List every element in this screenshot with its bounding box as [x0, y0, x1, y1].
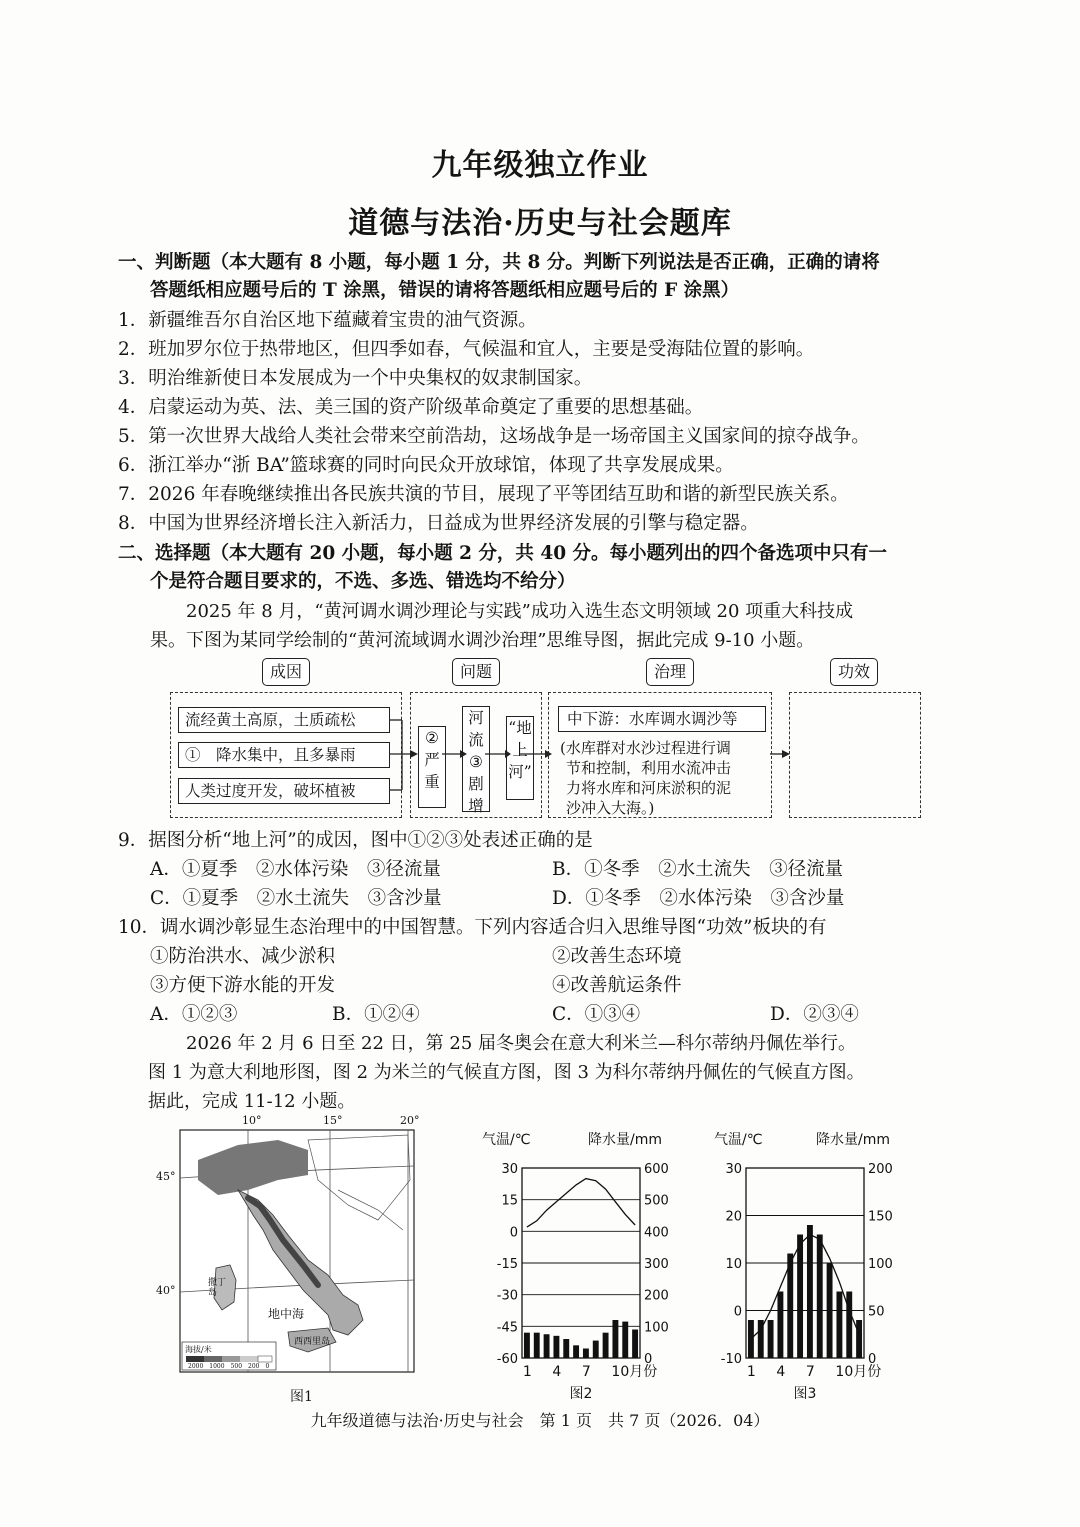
problem-char: 剧	[468, 775, 484, 793]
precipitation-bar	[534, 1333, 540, 1358]
precipitation-bar	[768, 1320, 774, 1358]
figure-caption: 图3	[793, 1386, 817, 1402]
q9-option-d[interactable]: D．①冬季 ②水体污染 ③含沙量	[552, 888, 845, 909]
cause-1: 流经黄土高原，土质疏松	[178, 707, 390, 733]
y-tick-label: 20	[725, 1209, 742, 1225]
treatment-line-4: 沙冲入大海。)	[566, 799, 655, 817]
x-tick-label: 10月份	[611, 1364, 658, 1380]
precipitation-bar	[603, 1333, 609, 1358]
page-title: 九年级独立作业	[431, 148, 649, 183]
y2-tick-label: 100	[868, 1257, 893, 1272]
page-footer: 九年级道德与法治·历史与社会 第 1 页 共 7 页（2026．04）	[310, 1411, 770, 1430]
precipitation-bar	[846, 1292, 852, 1359]
judge-item-3: 3．明治维新使日本发展成为一个中央集权的奴隶制国家。	[118, 368, 593, 389]
treatment-line-3: 力将水库和河床淤积的泥	[566, 779, 732, 797]
y-axis-title: 气温/℃	[482, 1132, 531, 1148]
mind-map-connectors	[380, 700, 800, 810]
section2-heading: 二、选择题（本大题有 20 小题，每小题 2 分，共 40 分。每小题列出的四个备选项中只有一	[118, 543, 888, 564]
legend-value: 2000	[188, 1363, 204, 1370]
q10-statement-1: ①防治洪水、减少淤积	[150, 946, 336, 967]
x-tick-label: 1	[746, 1364, 756, 1380]
header-cause: 成因	[262, 658, 310, 686]
y2-tick-label: 0	[644, 1352, 653, 1367]
section1-heading-cont: 答题纸相应题号后的 T 涂黑，错误的请将答题纸相应题号后的 F 涂黑）	[150, 280, 740, 301]
precipitation-bar	[573, 1345, 579, 1358]
figure1-caption: 图1	[290, 1389, 313, 1405]
x-tick-label: 4	[552, 1364, 562, 1380]
lon-label-20: 20°	[400, 1114, 420, 1127]
problem-char: ③	[469, 753, 483, 771]
legend-value: 0	[265, 1363, 270, 1370]
precipitation-bar	[807, 1225, 813, 1358]
judge-item-5: 5．第一次世界大战给人类社会带来空前浩劫，这场战争是一场帝国主义国家间的掠夺战争。	[118, 426, 870, 447]
x-tick-label: 7	[805, 1364, 815, 1380]
section1-heading: 一、判断题（本大题有 8 小题，每小题 1 分，共 8 分。判断下列说法是否正确，正确的请将	[118, 252, 880, 273]
y-tick-label: 0	[509, 1225, 518, 1241]
y-tick-label: 30	[501, 1162, 518, 1177]
precipitation-bar	[827, 1263, 833, 1358]
page-subtitle: 道德与法治·历史与社会题库	[348, 206, 732, 241]
y2-tick-label: 0	[868, 1352, 877, 1367]
precipitation-bar	[817, 1235, 823, 1359]
precipitation-bar	[836, 1292, 842, 1359]
q10-option-c[interactable]: C．①③④	[552, 1004, 641, 1025]
q10-option-d[interactable]: D．②③④	[770, 1004, 859, 1025]
problem-char: 严	[424, 751, 440, 769]
italy-map	[156, 1114, 438, 1380]
sea-label: 地中海	[268, 1307, 305, 1321]
y-axis-title: 气温/℃	[714, 1132, 763, 1148]
precipitation-bar	[563, 1339, 569, 1358]
lat-label-45: 45°	[156, 1170, 176, 1183]
q9-option-a[interactable]: A．①夏季 ②水体污染 ③径流量	[150, 859, 441, 880]
y-tick-label: -15	[496, 1257, 518, 1272]
legend-title: 海拔/米	[185, 1345, 212, 1354]
q10-option-a[interactable]: A．①②③	[150, 1004, 238, 1025]
precipitation-bar	[797, 1235, 803, 1359]
judge-item-8: 8．中国为世界经济增长注入新活力，日益成为世界经济发展的引擎与稳定器。	[118, 513, 759, 534]
x-tick-label: 4	[776, 1364, 786, 1380]
legend-value: 200	[248, 1363, 260, 1370]
intro-9-10-cont: 果。下图为某同学绘制的“黄河流域调水调沙治理”思维导图，据此完成 9-10 小题。	[150, 630, 815, 651]
legend-value: 500	[230, 1363, 243, 1370]
y2-axis-title: 降水量/mm	[588, 1132, 662, 1148]
y2-tick-label: 50	[868, 1304, 885, 1320]
y2-tick-label: 500	[644, 1193, 669, 1209]
judge-item-1: 1．新疆维吾尔自治区地下蕴藏着宝贵的油气资源。	[118, 310, 537, 331]
y2-tick-label: 600	[644, 1162, 669, 1177]
q9-option-c[interactable]: C．①夏季 ②水土流失 ③含沙量	[150, 888, 442, 909]
section2-heading-cont: 个是符合题目要求的，不选、多选、错选均不给分）	[150, 571, 576, 592]
legend-values	[188, 1363, 278, 1370]
header-treatment: 治理	[646, 658, 694, 686]
problem-char: 河	[468, 709, 484, 727]
precipitation-bar	[612, 1320, 618, 1358]
intro-9-10: 2025 年 8 月，“黄河调水调沙理论与实践”成功入选生态文明领域 20 项重大科技成	[186, 601, 854, 622]
precipitation-bar	[524, 1333, 530, 1358]
intro-11-12: 2026 年 2 月 6 日至 22 日，第 25 届冬奥会在意大利米兰—科尔蒂纳丹佩佐举行。	[186, 1033, 857, 1054]
precipitation-bar	[583, 1349, 589, 1359]
header-problem: 问题	[452, 658, 500, 686]
y2-tick-label: 400	[644, 1225, 669, 1241]
problem-char: 增	[468, 797, 484, 815]
q9-stem: 9．据图分析“地上河”的成因，图中①②③处表述正确的是	[118, 830, 593, 851]
effect-group	[789, 692, 921, 818]
x-tick-label: 10月份	[835, 1364, 882, 1380]
y-tick-label: 15	[501, 1193, 518, 1209]
temperature-line	[527, 1179, 635, 1228]
treatment-title: 中下游：水库调水调沙等	[558, 706, 766, 732]
y2-tick-label: 300	[644, 1257, 669, 1272]
cortina-climate-chart	[704, 1126, 924, 1402]
y-tick-label: -45	[496, 1320, 518, 1336]
header-effect: 功效	[830, 658, 878, 686]
intro-11-12-line2: 图 1 为意大利地形图，图 2 为米兰的气候直方图，图 3 为科尔蒂纳丹佩佐的气候直方图。	[148, 1062, 865, 1083]
judge-item-2: 2．班加罗尔位于热带地区，但四季如春，气候温和宜人，主要是受海陆位置的影响。	[118, 339, 815, 360]
y2-axis-title: 降水量/mm	[816, 1132, 890, 1148]
milan-climate-chart	[470, 1126, 710, 1402]
precipitation-bar	[632, 1330, 638, 1359]
intro-11-12-line3: 据此，完成 11-12 小题。	[148, 1091, 356, 1112]
y2-tick-label: 200	[644, 1288, 669, 1304]
x-tick-label: 1	[522, 1364, 532, 1380]
legend-value: 1000	[209, 1363, 225, 1370]
y-tick-label: -30	[496, 1288, 518, 1304]
problem-char: 上	[512, 741, 528, 759]
y2-tick-label: 150	[868, 1209, 893, 1225]
figure-caption: 图2	[569, 1386, 593, 1402]
problem-char: 河”	[508, 763, 532, 781]
judge-item-7: 7．2026 年春晚继续推出各民族共演的节目，展现了平等团结互助和谐的新型民族关系。	[118, 484, 849, 505]
y2-tick-label: 100	[644, 1320, 669, 1336]
temperature-line	[751, 1235, 859, 1340]
precipitation-bar	[622, 1322, 628, 1358]
y2-tick-label: 200	[868, 1162, 893, 1177]
judge-item-4: 4．启蒙运动为英、法、美三国的资产阶级革命奠定了重要的思想基础。	[118, 397, 704, 418]
y-tick-label: 10	[725, 1257, 742, 1272]
lon-label-10: 10°	[242, 1114, 262, 1127]
q9-option-b[interactable]: B．①冬季 ②水土流失 ③径流量	[552, 859, 844, 880]
y-tick-label: 0	[733, 1304, 742, 1320]
sicily-label: 西西里岛	[294, 1337, 331, 1347]
cause-3: 人类过度开发，破坏植被	[178, 778, 390, 804]
problem-char: ②	[425, 729, 439, 747]
q10-statement-3: ③方便下游水能的开发	[150, 975, 336, 996]
sardinia-label: 撒丁岛	[208, 1278, 227, 1298]
treatment-line-2: 节和控制，利用水流冲击	[566, 759, 732, 777]
problem-char: “地	[508, 719, 532, 737]
x-tick-label: 7	[581, 1364, 591, 1380]
q10-option-b[interactable]: B．①②④	[332, 1004, 420, 1025]
q10-statement-2: ②改善生态环境	[552, 946, 682, 967]
treatment-line-1: (水库群对水沙过程进行调	[560, 739, 731, 757]
judge-item-6: 6．浙江举办“浙 BA”篮球赛的同时向民众开放球馆，体现了共享发展成果。	[118, 455, 734, 476]
problem-char: 流	[468, 731, 484, 749]
q10-stem: 10．调水调沙彰显生态治理中的中国智慧。下列内容适合归入思维导图“功效”板块的有	[118, 917, 827, 938]
y-tick-label: 30	[725, 1162, 742, 1177]
precipitation-bar	[856, 1320, 862, 1358]
precipitation-bar	[544, 1334, 550, 1358]
problem-char: 重	[424, 773, 440, 791]
precipitation-bar	[553, 1336, 559, 1358]
lat-label-40: 40°	[156, 1284, 176, 1297]
precipitation-bar	[777, 1292, 783, 1359]
precipitation-bar	[593, 1341, 599, 1358]
cause-2: ① 降水集中，且多暴雨	[178, 742, 390, 768]
q10-statement-4: ④改善航运条件	[552, 975, 682, 996]
lon-label-15: 15°	[323, 1114, 343, 1127]
y-tick-label: -10	[720, 1352, 742, 1367]
y-tick-label: -60	[496, 1352, 518, 1367]
